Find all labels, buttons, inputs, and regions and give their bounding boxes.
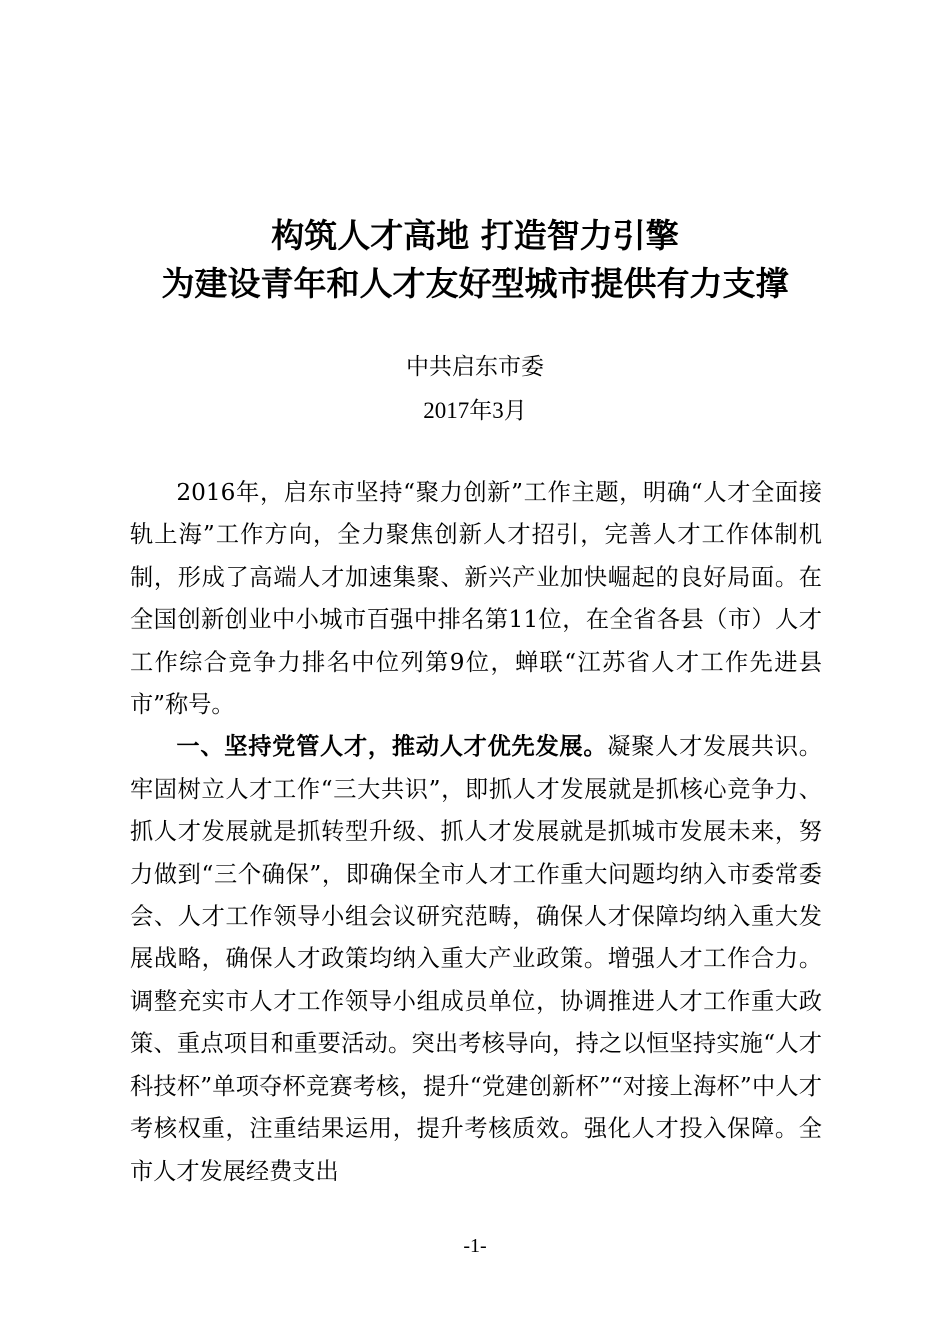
paragraph-intro: 2016年，启东市坚持“聚力创新”工作主题，明确“人才全面接轨上海”工作方向，全力聚焦创新人才招引，完善人才工作体制机制，形成了高端人才加速集聚、新兴产业加快崛起的良好局面。在全国创新创业中小城市百强中排名第11位，在全省各县（市）人才工作综合竞争力排名中位列第9位，蝉联“江苏省人才工作先进县市”称号。 bbox=[130, 479, 822, 719]
section-heading: 一、坚持党管人才，推动人才优先发展。 bbox=[176, 733, 608, 761]
section-text-part2: 。调整充实市人才工作领导小组成员单位，协调推进人才工作重大政策、重点项目和重要活动。突出考核导向，持之以恒坚持实施“人才科技杯”单项夺杯竞赛考核，提升“党建创新杯”“对接上海杯”中人才考核权重，注重结果运用，提升考核质效。强化人才投入保障。全市人才发展经费支出 bbox=[130, 945, 822, 1185]
paragraph-section-one bbox=[130, 726, 822, 1192]
document-author: 中共启东市委 bbox=[406, 354, 544, 380]
section-text-part1: 凝聚人才发展共识。牢固树立人才工作“三大共识”，即抓人才发展就是抓核心竞争力、抓人才发展就是抓转型升级、抓人才发展就是抓城市发展未来，努力做到“三个确保”，即确保全市人才工作重大问题均纳入市委常委会、人才工作领导小组会议研究范畴，确保人才保障均纳入重大发展战略，确保人才政策均纳入重大产业政策。增 bbox=[130, 733, 822, 973]
document-title-line1: 构筑人才高地 打造智力引擎 bbox=[271, 216, 679, 255]
document-date: 2017年3月 bbox=[423, 398, 527, 423]
page-number: -1- bbox=[463, 1235, 487, 1257]
document-body bbox=[130, 472, 822, 1193]
document-title-line2: 为建设青年和人才友好型城市提供有力支撑 bbox=[161, 264, 789, 303]
section-subheading: 强人才工作合力 bbox=[631, 945, 799, 973]
